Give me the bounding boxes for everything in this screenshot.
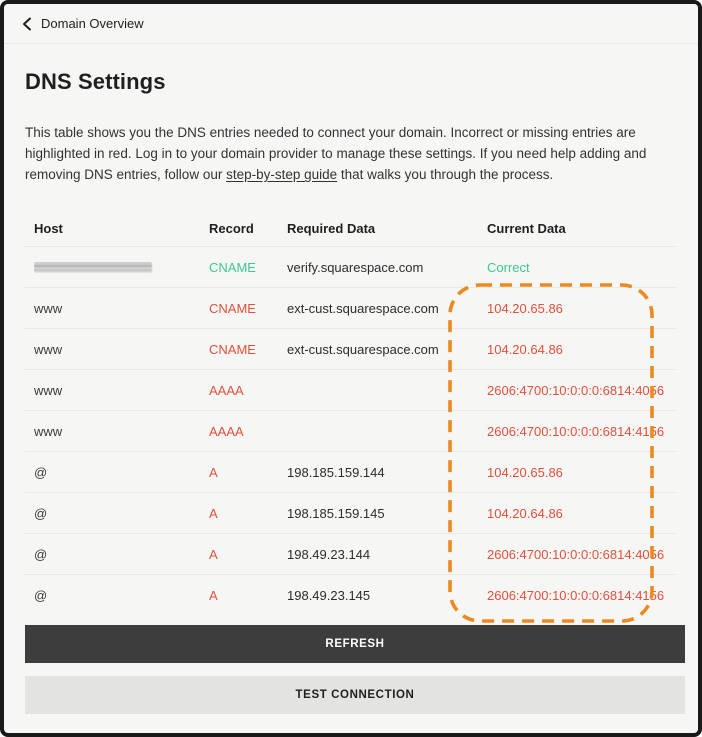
current-cell: 104.20.64.86 (487, 341, 563, 357)
table-row (25, 574, 677, 615)
current-cell: 2606:4700:10:0:0:0:6814:4056 (487, 382, 665, 398)
dns-table-header (25, 210, 677, 246)
test-connection-button[interactable]: TEST CONNECTION (25, 676, 685, 714)
record-cell: AAAA (209, 423, 244, 439)
table-row (25, 369, 677, 410)
description-text (25, 122, 677, 185)
page-title: DNS Settings (25, 69, 166, 94)
required-cell: 198.185.159.145 (287, 505, 385, 521)
top-bar (4, 4, 698, 44)
current-cell: 104.20.64.86 (487, 505, 563, 521)
required-cell: verify.squarespace.com (287, 259, 424, 275)
refresh-button[interactable]: REFRESH (25, 625, 685, 663)
table-row (25, 451, 677, 492)
column-header-current-data: Current Data (487, 220, 566, 236)
table-row (25, 246, 677, 287)
table-row (25, 492, 677, 533)
host-cell: @ (34, 546, 48, 562)
back-to-domain-overview[interactable] (21, 16, 144, 31)
required-cell: 198.185.159.144 (287, 464, 385, 480)
current-cell: 104.20.65.86 (487, 464, 563, 480)
host-cell: www (34, 423, 63, 439)
current-cell: 2606:4700:10:0:0:0:6814:4156 (487, 587, 665, 603)
host-cell: @ (34, 505, 48, 521)
record-cell: A (209, 464, 218, 480)
description-before-link: This table shows you the DNS entries needed to connect your domain. Incorrect or missing entries are highlighted in red. Log in to your domain provider to manage these settings. If you need help adding and removing DNS entries, follow our (25, 125, 647, 182)
column-header-record: Record (209, 220, 254, 236)
host-cell (34, 262, 209, 273)
required-cell: 198.49.23.145 (287, 587, 371, 603)
required-cell: 198.49.23.144 (287, 546, 371, 562)
dns-table-body (25, 246, 677, 615)
record-cell: A (209, 587, 218, 603)
column-header-required-data: Required Data (287, 220, 376, 236)
record-cell: A (209, 505, 218, 521)
host-cell: www (34, 300, 63, 316)
host-cell: www (34, 382, 63, 398)
required-cell: ext-cust.squarespace.com (287, 341, 439, 357)
current-cell: 104.20.65.86 (487, 300, 563, 316)
description-after-link: that walks you through the process. (337, 167, 554, 182)
back-chevron-icon (21, 17, 33, 31)
record-cell: CNAME (209, 259, 256, 275)
host-cell: @ (34, 587, 48, 603)
table-row (25, 410, 677, 451)
record-cell: CNAME (209, 300, 256, 316)
current-cell: 2606:4700:10:0:0:0:6814:4056 (487, 546, 665, 562)
record-cell: A (209, 546, 218, 562)
host-cell: www (34, 341, 63, 357)
current-cell: Correct (487, 259, 530, 275)
host-cell: @ (34, 464, 48, 480)
record-cell: CNAME (209, 341, 256, 357)
step-by-step-guide-link[interactable]: step-by-step guide (226, 167, 338, 182)
redacted-host-value (34, 262, 152, 273)
content-area (4, 69, 698, 714)
table-row (25, 287, 677, 328)
dns-table (25, 210, 677, 615)
table-row (25, 533, 677, 574)
current-cell: 2606:4700:10:0:0:0:6814:4156 (487, 423, 665, 439)
record-cell: AAAA (209, 382, 244, 398)
required-cell: ext-cust.squarespace.com (287, 300, 439, 316)
table-row (25, 328, 677, 369)
column-header-host: Host (34, 220, 63, 236)
back-label: Domain Overview (41, 16, 144, 31)
